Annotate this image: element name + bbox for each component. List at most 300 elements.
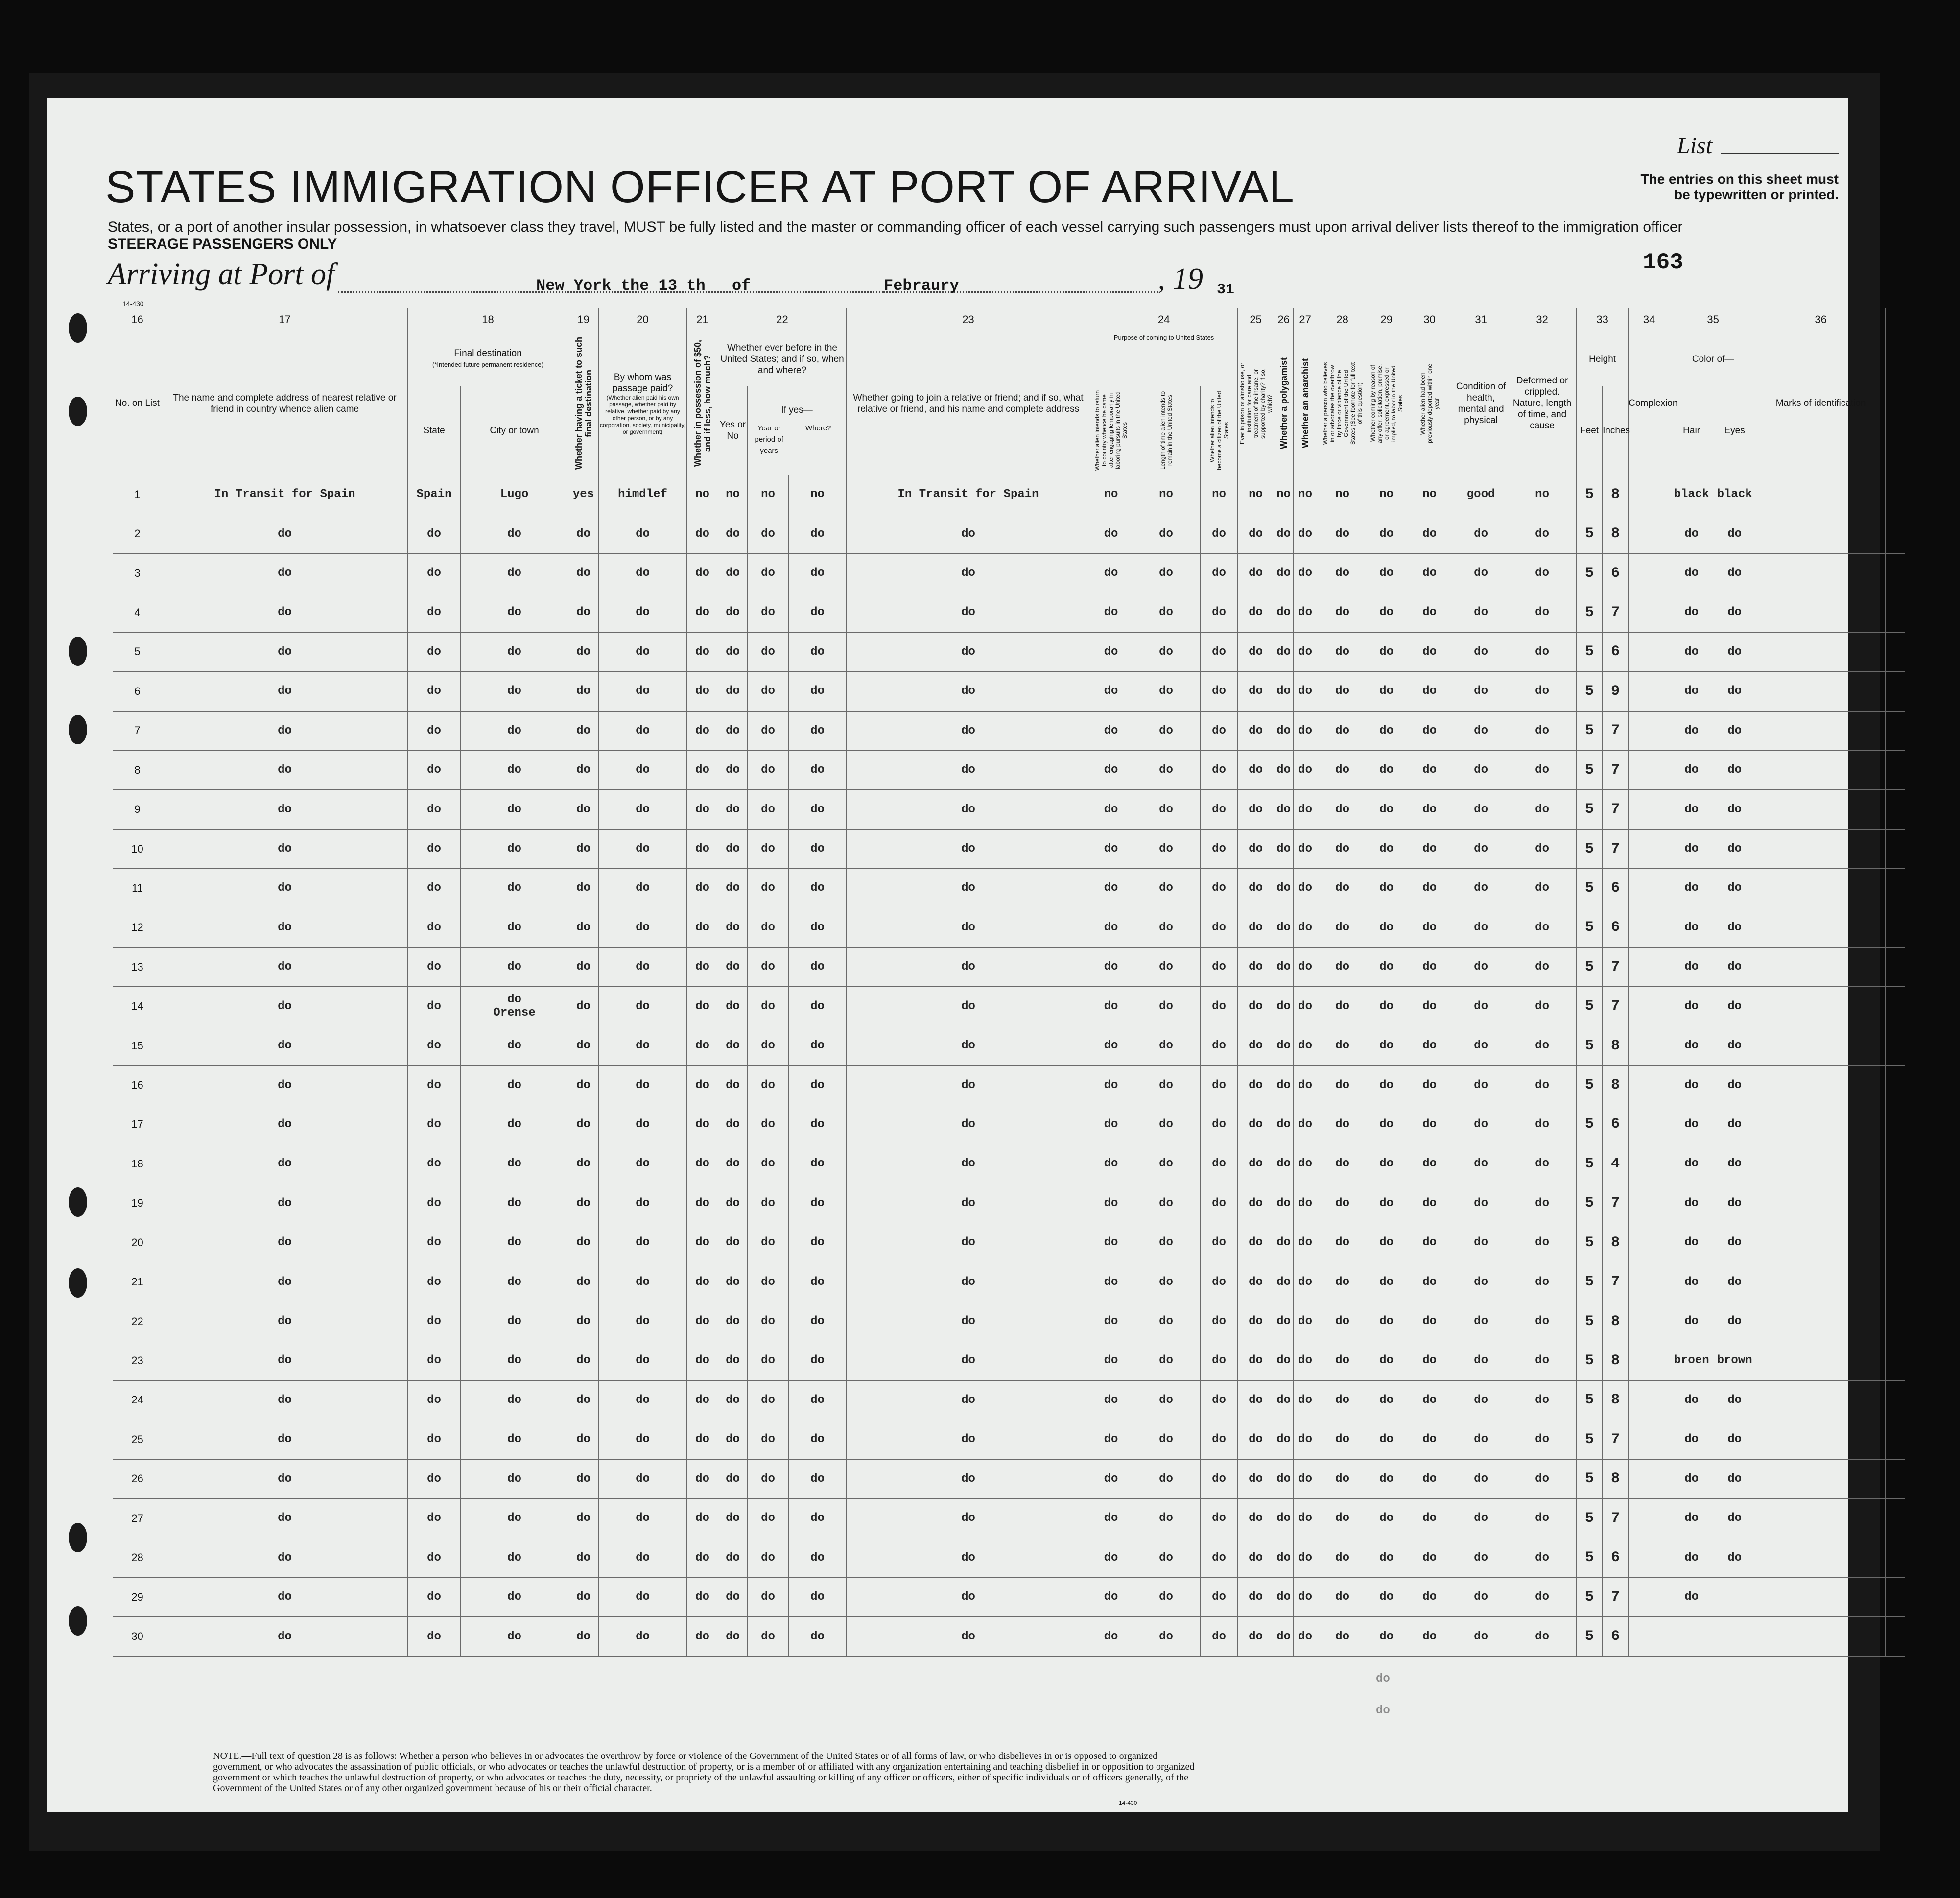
purpose-citizen-cell: do	[1201, 1144, 1238, 1184]
purpose-return-cell: do	[1090, 908, 1132, 947]
header-joining-relative: Whether going to join a relative or friend; and if so, what relative or friend, and his name and complete address	[847, 332, 1090, 475]
passage-cell: do	[599, 948, 687, 987]
purpose-citizen-cell: do	[1201, 1459, 1238, 1498]
before-yes-no-cell: do	[718, 829, 748, 868]
header-city: City or town	[461, 386, 568, 475]
table-row	[113, 869, 1905, 908]
prison-cell: do	[1238, 1223, 1274, 1262]
purpose-length-cell: do	[1132, 1617, 1201, 1657]
height-feet-cell: 5	[1577, 1302, 1603, 1341]
purpose-length-cell: do	[1132, 1302, 1201, 1341]
eye-color-cell: do	[1713, 790, 1756, 829]
purpose-return-cell: do	[1090, 672, 1132, 711]
anarchist-cell: do	[1294, 553, 1317, 593]
deformed-cell: do	[1508, 632, 1577, 671]
state-cell: do	[408, 1144, 461, 1184]
before-yes-no-cell: do	[718, 1420, 748, 1459]
height-inches-cell: 6	[1603, 869, 1629, 908]
labor-offer-cell: do	[1368, 829, 1405, 868]
height-feet-cell: 5	[1577, 553, 1603, 593]
anarchist-cell: do	[1294, 1577, 1317, 1616]
row-number: 11	[113, 869, 162, 908]
eye-color-cell	[1713, 1617, 1756, 1657]
city-cell: do	[461, 1262, 568, 1302]
final-destination-note: (*Intended future permanent residence)	[432, 361, 543, 368]
anarchist-cell: do	[1294, 711, 1317, 750]
overthrow-cell: no	[1317, 475, 1368, 514]
height-feet-cell: 5	[1577, 475, 1603, 514]
colnum-25: 25	[1238, 308, 1274, 332]
row-number: 12	[113, 908, 162, 947]
row-number: 3	[113, 553, 162, 593]
hair-color-cell: do	[1670, 553, 1713, 593]
health-cell: do	[1454, 1498, 1508, 1538]
height-inches-cell: 7	[1603, 750, 1629, 789]
purpose-citizen-cell: do	[1201, 1302, 1238, 1341]
city-cell: do	[461, 750, 568, 789]
table-row	[113, 1105, 1905, 1144]
money-cell: do	[687, 750, 718, 789]
eye-color-cell: do	[1713, 553, 1756, 593]
city-cell: do	[461, 829, 568, 868]
header-polygamist	[1274, 332, 1294, 475]
polygamist-cell: do	[1274, 750, 1294, 789]
row-number: 19	[113, 1184, 162, 1223]
joining-cell: do	[847, 1498, 1090, 1538]
purpose-length-cell: do	[1132, 1498, 1201, 1538]
purpose-citizen-cell: do	[1201, 790, 1238, 829]
before-yes-no-cell: do	[718, 1538, 748, 1577]
hair-color-cell: do	[1670, 1144, 1713, 1184]
purpose-return-cell: do	[1090, 1223, 1132, 1262]
deported-cell: do	[1405, 1538, 1454, 1577]
prison-cell: no	[1238, 475, 1274, 514]
colnum-29: 29	[1368, 308, 1405, 332]
complexion-cell	[1629, 750, 1670, 789]
colnum-20: 20	[599, 308, 687, 332]
labor-offer-cell: do	[1368, 514, 1405, 553]
complexion-cell	[1629, 829, 1670, 868]
before-where-cell: do	[789, 1380, 847, 1420]
colnum-22: 22	[718, 308, 847, 332]
before-where-cell: do	[789, 948, 847, 987]
before-where-cell: do	[789, 1105, 847, 1144]
joining-cell: do	[847, 672, 1090, 711]
complexion-cell	[1629, 1026, 1670, 1065]
ticket-cell: do	[568, 1223, 599, 1262]
polygamist-cell: do	[1274, 829, 1294, 868]
anarchist-cell: do	[1294, 987, 1317, 1026]
labor-offer-cell: do	[1368, 948, 1405, 987]
passage-cell: do	[599, 1538, 687, 1577]
polygamist-cell: do	[1274, 1184, 1294, 1223]
state-cell: do	[408, 1302, 461, 1341]
labor-offer-cell: do	[1368, 632, 1405, 671]
blank-cell	[1886, 790, 1905, 829]
table-row	[113, 750, 1905, 789]
anarchist-cell: do	[1294, 948, 1317, 987]
complexion-cell	[1629, 1538, 1670, 1577]
row-number: 4	[113, 593, 162, 632]
before-yes-no-cell: do	[718, 1341, 748, 1380]
height-feet-cell: 5	[1577, 1066, 1603, 1105]
money-cell: do	[687, 711, 718, 750]
relative-cell: do	[162, 1223, 408, 1262]
row-number: 16	[113, 1066, 162, 1105]
row-number: 8	[113, 750, 162, 789]
joining-cell: do	[847, 987, 1090, 1026]
colnum-18: 18	[408, 308, 568, 332]
header-health: Condition of health, mental and physical	[1454, 332, 1508, 475]
complexion-cell	[1629, 1577, 1670, 1616]
row-number: 18	[113, 1144, 162, 1184]
hair-color-cell: do	[1670, 987, 1713, 1026]
table-row	[113, 1302, 1905, 1341]
row-number: 27	[113, 1498, 162, 1538]
purpose-length-cell: do	[1132, 948, 1201, 987]
prison-cell: do	[1238, 1105, 1274, 1144]
passage-cell: do	[599, 829, 687, 868]
row-number: 7	[113, 711, 162, 750]
hair-color-cell: broen	[1670, 1341, 1713, 1380]
purpose-length-cell: do	[1132, 514, 1201, 553]
year-prefix: 19	[1173, 262, 1203, 296]
purpose-length-cell: do	[1132, 1459, 1201, 1498]
colnum-30: 30	[1405, 308, 1454, 332]
marks-cell	[1756, 1026, 1886, 1065]
health-cell: do	[1454, 908, 1508, 947]
labor-offer-cell: do	[1368, 1420, 1405, 1459]
blank-cell	[1886, 1498, 1905, 1538]
passage-cell: do	[599, 1223, 687, 1262]
city-cell: do	[461, 1026, 568, 1065]
height-inches-cell: 7	[1603, 593, 1629, 632]
blank-cell	[1886, 869, 1905, 908]
anarchist-cell: do	[1294, 908, 1317, 947]
blank-cell	[1886, 1459, 1905, 1498]
overthrow-cell: do	[1317, 514, 1368, 553]
passage-cell: do	[599, 514, 687, 553]
colnum-blank	[1886, 308, 1905, 332]
prison-cell: do	[1238, 1459, 1274, 1498]
deformed-cell: do	[1508, 1380, 1577, 1420]
binder-hole	[69, 637, 87, 666]
before-years-cell: do	[748, 1144, 789, 1184]
polygamist-cell: do	[1274, 869, 1294, 908]
complexion-cell	[1629, 1420, 1670, 1459]
row-number: 17	[113, 1105, 162, 1144]
passage-cell: do	[599, 790, 687, 829]
joining-cell: do	[847, 1459, 1090, 1498]
deported-cell: do	[1405, 1184, 1454, 1223]
before-where-cell: do	[789, 1184, 847, 1223]
ticket-cell: do	[568, 987, 599, 1026]
height-inches-cell: 6	[1603, 1538, 1629, 1577]
money-cell: do	[687, 829, 718, 868]
health-cell: good	[1454, 475, 1508, 514]
before-yes-no-cell: do	[718, 1617, 748, 1657]
purpose-citizen-text: Whether alien intends to become a citizen of the United States	[1208, 391, 1229, 470]
complexion-cell	[1629, 1380, 1670, 1420]
before-where-cell: do	[789, 711, 847, 750]
overthrow-cell: do	[1317, 1420, 1368, 1459]
eye-color-cell: do	[1713, 908, 1756, 947]
overthrow-cell: do	[1317, 790, 1368, 829]
polygamist-cell: do	[1274, 711, 1294, 750]
height-feet-cell: 5	[1577, 1341, 1603, 1380]
blank-cell	[1886, 711, 1905, 750]
anarchist-cell: do	[1294, 1380, 1317, 1420]
health-cell: do	[1454, 1184, 1508, 1223]
city-cell-line: Orense	[493, 1006, 536, 1020]
colnum-35: 35	[1670, 308, 1756, 332]
state-cell: do	[408, 1184, 461, 1223]
colnum-19: 19	[568, 308, 599, 332]
prison-cell: do	[1238, 1302, 1274, 1341]
table-row	[113, 1577, 1905, 1616]
polygamist-cell: do	[1274, 1066, 1294, 1105]
height-feet-cell: 5	[1577, 1577, 1603, 1616]
form-subtitle: States, or a port of another insular possession, in whatsoever class they travel, MUST be fully listed and the master or commanding officer of each vessel carrying such passengers must upon arrival deliver lists thereof to the immigration officer	[108, 219, 1683, 235]
marks-cell	[1756, 1420, 1886, 1459]
state-cell: do	[408, 790, 461, 829]
table-row	[113, 711, 1905, 750]
blank-cell	[1886, 1538, 1905, 1577]
before-yes-no-cell: do	[718, 1577, 748, 1616]
health-cell: do	[1454, 711, 1508, 750]
overthrow-cell: do	[1317, 987, 1368, 1026]
labor-offer-cell: do	[1368, 1066, 1405, 1105]
state-cell: do	[408, 1538, 461, 1577]
before-years-cell: do	[748, 1026, 789, 1065]
ticket-cell: do	[568, 1066, 599, 1105]
row-number: 30	[113, 1617, 162, 1657]
header-purpose-citizen	[1201, 386, 1238, 475]
table-row	[113, 1617, 1905, 1657]
height-feet-cell: 5	[1577, 1262, 1603, 1302]
blank-cell	[1886, 1262, 1905, 1302]
before-where-cell: do	[789, 1144, 847, 1184]
before-yes-no-cell: do	[718, 1459, 748, 1498]
before-years-cell: no	[748, 475, 789, 514]
height-inches-cell: 7	[1603, 1262, 1629, 1302]
state-cell: do	[408, 869, 461, 908]
state-cell: do	[408, 908, 461, 947]
height-feet-cell: 5	[1577, 829, 1603, 868]
before-years-cell: do	[748, 1380, 789, 1420]
colnum-26: 26	[1274, 308, 1294, 332]
labor-offer-cell: do	[1368, 1577, 1405, 1616]
health-cell: do	[1454, 987, 1508, 1026]
header-feet: Feet	[1577, 386, 1603, 475]
money-cell: do	[687, 1577, 718, 1616]
overthrow-cell: do	[1317, 1026, 1368, 1065]
eye-color-cell: do	[1713, 514, 1756, 553]
purpose-return-cell: do	[1090, 711, 1132, 750]
before-years-cell: do	[748, 553, 789, 593]
purpose-return-cell: do	[1090, 1302, 1132, 1341]
hair-color-cell: do	[1670, 672, 1713, 711]
deformed-cell: do	[1508, 987, 1577, 1026]
joining-cell: do	[847, 1105, 1090, 1144]
labor-offer-cell: do	[1368, 869, 1405, 908]
labor-offer-cell: do	[1368, 593, 1405, 632]
month-value: Febraury	[884, 277, 959, 295]
polygamist-cell: do	[1274, 1617, 1294, 1657]
before-years-cell: do	[748, 869, 789, 908]
polygamist-cell: do	[1274, 1341, 1294, 1380]
health-cell: do	[1454, 632, 1508, 671]
marks-cell	[1756, 1066, 1886, 1105]
before-years-cell: do	[748, 829, 789, 868]
purpose-citizen-cell: do	[1201, 1105, 1238, 1144]
blank-cell	[1886, 1066, 1905, 1105]
purpose-return-cell: do	[1090, 1144, 1132, 1184]
eye-color-cell: do	[1713, 1459, 1756, 1498]
city-cell: do	[461, 593, 568, 632]
deported-cell: do	[1405, 1617, 1454, 1657]
overthrow-cell: do	[1317, 1144, 1368, 1184]
ticket-cell: do	[568, 869, 599, 908]
blank-cell	[1886, 1026, 1905, 1065]
joining-cell: do	[847, 711, 1090, 750]
ticket-cell: do	[568, 514, 599, 553]
labor-offer-cell: do	[1368, 1302, 1405, 1341]
complexion-cell	[1629, 1144, 1670, 1184]
deported-cell: do	[1405, 711, 1454, 750]
ticket-cell: do	[568, 829, 599, 868]
height-inches-cell: 8	[1603, 1380, 1629, 1420]
before-yes-no-cell: do	[718, 750, 748, 789]
manifest-sheet	[47, 98, 1866, 1812]
prison-cell: do	[1238, 948, 1274, 987]
table-row	[113, 672, 1905, 711]
prison-cell: do	[1238, 632, 1274, 671]
polygamist-cell: do	[1274, 632, 1294, 671]
ticket-cell: do	[568, 1459, 599, 1498]
joining-cell: do	[847, 1577, 1090, 1616]
prison-cell: do	[1238, 869, 1274, 908]
purpose-citizen-cell: do	[1201, 593, 1238, 632]
deformed-cell: do	[1508, 1105, 1577, 1144]
colnum-33: 33	[1577, 308, 1629, 332]
state-cell: do	[408, 750, 461, 789]
health-cell: do	[1454, 1617, 1508, 1657]
ticket-cell: do	[568, 1341, 599, 1380]
height-feet-cell: 5	[1577, 750, 1603, 789]
purpose-citizen-cell: do	[1201, 1066, 1238, 1105]
ticket-cell: do	[568, 1498, 599, 1538]
before-years-cell: do	[748, 948, 789, 987]
money-cell: do	[687, 1420, 718, 1459]
passenger-rows	[113, 475, 1905, 1657]
eye-color-cell: do	[1713, 869, 1756, 908]
complexion-cell	[1629, 948, 1670, 987]
marks-cell	[1756, 1184, 1886, 1223]
purpose-return-cell: do	[1090, 1538, 1132, 1577]
before-where-cell: do	[789, 514, 847, 553]
passage-cell: do	[599, 1498, 687, 1538]
height-feet-cell: 5	[1577, 1617, 1603, 1657]
money-cell: do	[687, 632, 718, 671]
prison-cell: do	[1238, 1498, 1274, 1538]
height-inches-cell: 8	[1603, 1066, 1629, 1105]
purpose-length-cell: do	[1132, 1380, 1201, 1420]
passage-cell: do	[599, 711, 687, 750]
ticket-cell: do	[568, 711, 599, 750]
row-number: 15	[113, 1026, 162, 1065]
eye-color-cell: do	[1713, 632, 1756, 671]
height-feet-cell: 5	[1577, 632, 1603, 671]
polygamist-cell: do	[1274, 908, 1294, 947]
marks-cell	[1756, 514, 1886, 553]
state-cell: do	[408, 1105, 461, 1144]
relative-cell: do	[162, 1105, 408, 1144]
before-where-cell: do	[789, 869, 847, 908]
joining-cell: do	[847, 908, 1090, 947]
before-years-cell: do	[748, 908, 789, 947]
hair-color-cell: do	[1670, 1066, 1713, 1105]
labor-offer-cell: do	[1368, 1262, 1405, 1302]
joining-cell: do	[847, 1144, 1090, 1184]
height-feet-cell: 5	[1577, 1026, 1603, 1065]
if-yes-label: If yes—	[781, 405, 813, 415]
row-number: 1	[113, 475, 162, 514]
deported-cell: do	[1405, 790, 1454, 829]
polygamist-cell: do	[1274, 1302, 1294, 1341]
height-inches-cell: 6	[1603, 908, 1629, 947]
passage-cell: do	[599, 1459, 687, 1498]
relative-cell: do	[162, 948, 408, 987]
hair-color-cell: do	[1670, 829, 1713, 868]
height-inches-cell: 7	[1603, 1577, 1629, 1616]
city-cell: do	[461, 1341, 568, 1380]
prison-cell: do	[1238, 1341, 1274, 1380]
before-years-cell: do	[748, 632, 789, 671]
anarchist-cell: do	[1294, 1223, 1317, 1262]
hair-color-cell: do	[1670, 514, 1713, 553]
overthrow-cell: do	[1317, 1262, 1368, 1302]
ticket-cell: do	[568, 1026, 599, 1065]
marks-cell	[1756, 869, 1886, 908]
header-no-on-list: No. on List	[113, 332, 162, 475]
marks-cell	[1756, 1262, 1886, 1302]
before-yes-no-cell: do	[718, 1380, 748, 1420]
height-inches-cell: 7	[1603, 1498, 1629, 1538]
ticket-cell: do	[568, 672, 599, 711]
hair-color-cell: do	[1670, 1262, 1713, 1302]
blank-cell	[1886, 948, 1905, 987]
before-where-cell: no	[789, 475, 847, 514]
marks-cell	[1756, 1223, 1886, 1262]
row-number: 20	[113, 1223, 162, 1262]
hair-color-cell: do	[1670, 632, 1713, 671]
polygamist-cell: do	[1274, 1459, 1294, 1498]
prison-cell: do	[1238, 1617, 1274, 1657]
purpose-length-cell: do	[1132, 632, 1201, 671]
purpose-return-cell: do	[1090, 1184, 1132, 1223]
state-cell: do	[408, 1223, 461, 1262]
header-ticket	[568, 332, 599, 475]
anarchist-cell: do	[1294, 1617, 1317, 1657]
ticket-cell: do	[568, 1538, 599, 1577]
marks-cell	[1756, 908, 1886, 947]
anarchist-cell: do	[1294, 1144, 1317, 1184]
passage-cell: do	[599, 1341, 687, 1380]
before-where-cell: do	[789, 1302, 847, 1341]
prison-cell: do	[1238, 672, 1274, 711]
before-yes-no-cell: do	[718, 1105, 748, 1144]
